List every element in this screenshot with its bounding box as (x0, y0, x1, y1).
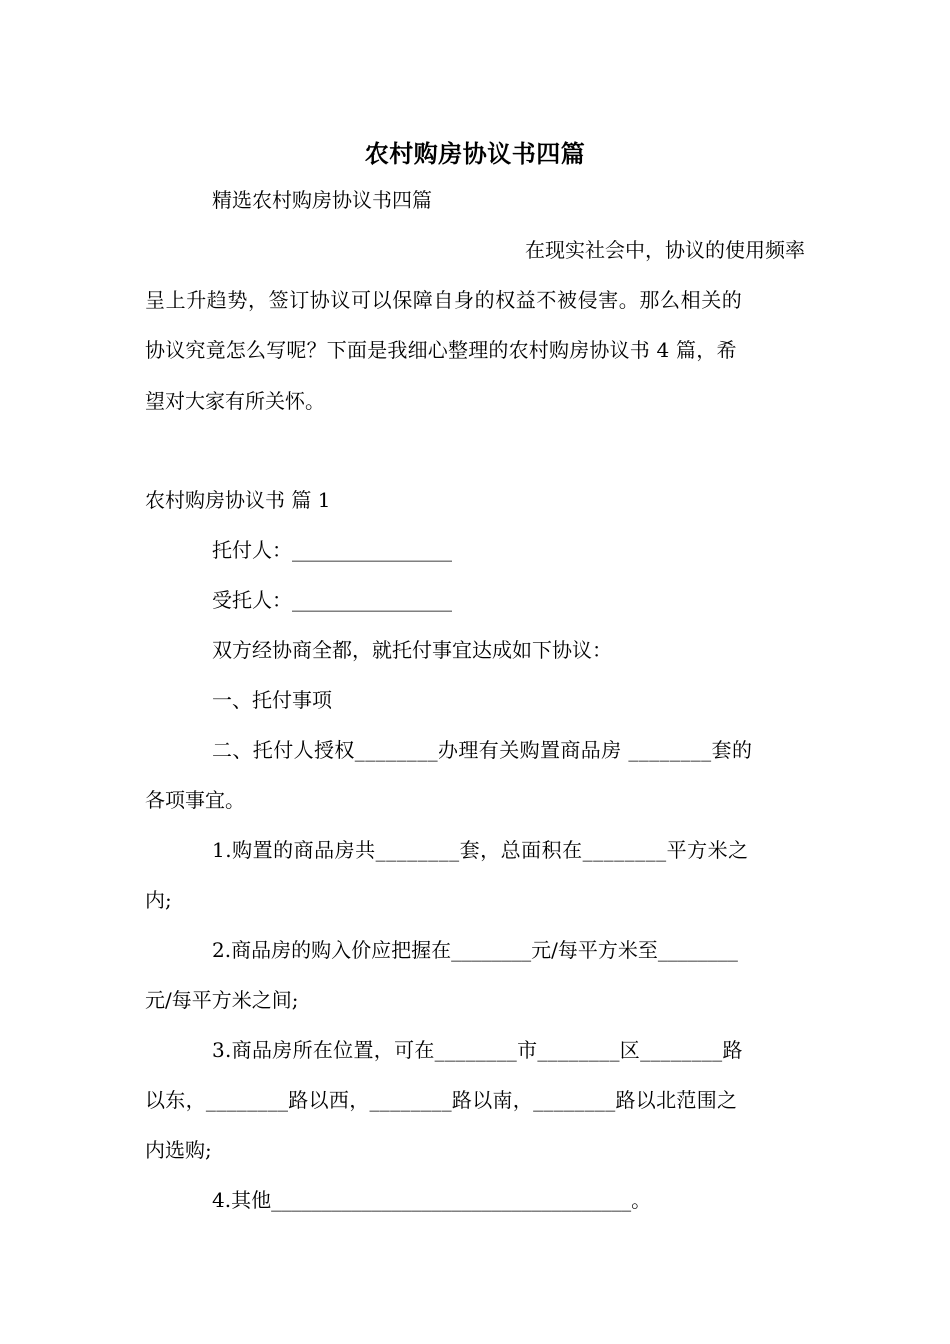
agreement-intro-line: 双方经协商全都，就托付事宜达成如下协议： (212, 638, 612, 662)
intro-line-2: 呈上升趋势，签订协议可以保障自身的权益不被侵害。那么相关的 (145, 288, 743, 312)
section-heading: 农村购房协议书 篇 1 (145, 488, 331, 512)
clause-1-heading: 一、托付事项 (212, 688, 332, 712)
item-3-continued-2: 内选购; (145, 1138, 212, 1162)
clause-2-line: 二、托付人授权________办理有关购置商品房 ________套的 (212, 738, 753, 762)
document-subtitle: 精选农村购房协议书四篇 (212, 188, 432, 212)
item-1-continued: 内; (145, 888, 172, 912)
item-3-line: 3.商品房所在位置，可在________市________区________路 (212, 1038, 743, 1062)
intro-line-4: 望对大家有所关怀。 (145, 389, 325, 413)
item-2-line: 2.商品房的购入价应把握在________元/每平方米至________ (212, 938, 738, 962)
intro-line-1: 在现实社会中，协议的使用频率 (525, 238, 805, 262)
item-1-line: 1.购置的商品房共________套，总面积在________平方米之 (212, 838, 749, 862)
entrustor-line: 托付人：________________ (212, 538, 452, 562)
trustee-line: 受托人：________________ (212, 588, 452, 612)
item-4-line: 4.其他____________________________________。 (212, 1188, 652, 1212)
document-title: 农村购房协议书四篇 (364, 139, 586, 168)
item-3-continued: 以东，________路以西，________路以南，________路以北范围之 (145, 1088, 738, 1112)
intro-line-3: 协议究竟怎么写呢？下面是我细心整理的农村购房协议书 4 篇，希 (145, 338, 737, 362)
item-2-continued: 元/每平方米之间; (145, 988, 299, 1012)
clause-2-continued: 各项事宜。 (145, 788, 245, 812)
